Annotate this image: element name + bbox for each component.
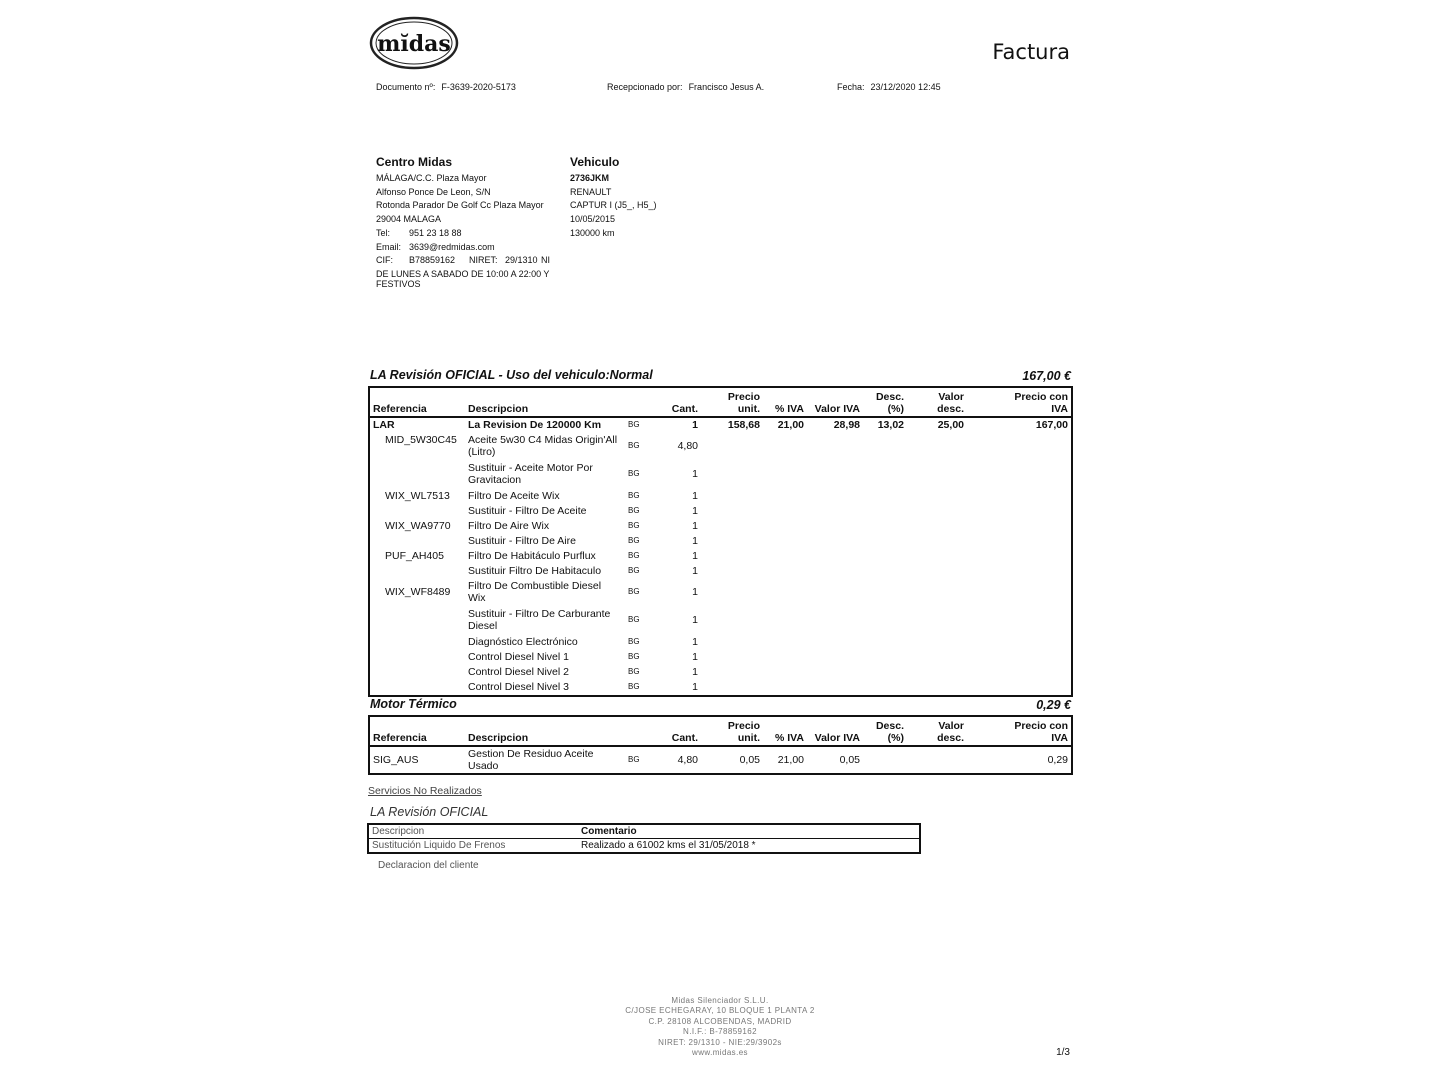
vehicle-info	[570, 154, 720, 241]
cell-ref: WIX_WL7513	[385, 489, 450, 502]
cell-desc: Sustituir Filtro De Habitaculo	[468, 564, 602, 577]
table-row	[369, 518, 1072, 533]
cell-ref	[369, 563, 465, 578]
cell-qty: 1	[692, 489, 698, 502]
cell-qty: 1	[692, 519, 698, 532]
center-phone: Tel: 951 23 18 88	[376, 227, 462, 238]
center-address-1: MÁLAGA/C.C. Plaza Mayor	[376, 173, 487, 183]
cell-desc: Control Diesel Nivel 1	[468, 650, 569, 663]
center-email: Email: 3639@redmidas.com	[376, 241, 495, 252]
not-done-section-title: LA Revisión OFICIAL	[370, 805, 489, 819]
cell-bg: BG	[628, 615, 640, 624]
section-revision-total: 167,00 €	[1022, 369, 1071, 383]
center-address-4: 29004 MALAGA	[376, 214, 442, 225]
vehicle-date: 10/05/2015	[570, 214, 616, 225]
cell-bg: BG	[628, 587, 640, 596]
vehicle-km: 130000 km	[570, 227, 615, 238]
cell-desc: Control Diesel Nivel 2	[468, 665, 569, 678]
company-footer: Midas Silenciador S.L.U. C/JOSE ECHEGARAY, 10 BLOQUE 1 PLANTA 2 C.P. 28108 ALCOBENDAS, MADRID N.I.F.: B-78859162 NIRET: 29/1310 - NIE:29/3902s www.midas.es	[625, 996, 815, 1058]
cell-ref: SIG_AUS	[373, 754, 419, 766]
cell-ref	[369, 649, 465, 664]
cell-qty: 1	[692, 564, 698, 577]
table-row	[369, 533, 1072, 548]
center-cif: CIF: B78859162 NIRET: 29/1310 NI	[376, 255, 550, 266]
col-valor-iva: Valor IVA	[807, 387, 863, 417]
cell-price: 158,68	[727, 419, 760, 431]
col-cantidad: Cant.	[665, 716, 701, 746]
cell-desc: Sustituir - Filtro De Aire	[468, 534, 576, 547]
cell-desc: Gestion De Residuo Aceite Usado	[468, 748, 594, 772]
col-precio-iva: Precio con IVA	[967, 387, 1072, 417]
table-row	[369, 746, 1072, 774]
cell-qty: 1	[692, 635, 698, 648]
document-title: Factura	[992, 40, 1070, 64]
cell-bg: BG	[628, 441, 640, 450]
table-row	[369, 563, 1072, 578]
table-row	[369, 548, 1072, 563]
cell-ref	[369, 606, 465, 634]
cell-ref	[369, 679, 465, 696]
cell-desc: Aceite 5w30 C4 Midas Origin'All (Litro)	[468, 434, 618, 458]
cell-desc: Sustitución Liquido De Frenos	[372, 840, 506, 851]
cell-qty: 1	[692, 681, 698, 693]
cell-qty: 1	[692, 468, 698, 480]
cell-ref	[369, 503, 465, 518]
cell-ref: WIX_WF8489	[385, 586, 451, 598]
table-row	[369, 417, 1072, 432]
cell-bg: BG	[628, 666, 640, 676]
section-motor-title: Motor Térmico	[370, 697, 457, 711]
table-row	[369, 432, 1072, 460]
cell-vat: 21,00	[777, 419, 804, 431]
cell-qty: 1	[692, 665, 698, 678]
cell-vat-value: 0,05	[839, 754, 860, 766]
cell-qty: 1	[692, 534, 698, 547]
revision-table	[368, 386, 1073, 697]
cell-bg: BG	[628, 490, 640, 500]
cell-bg: BG	[628, 565, 640, 575]
cell-bg: BG	[628, 520, 640, 530]
cell-desc: Sustituir - Filtro De Aceite	[468, 504, 587, 517]
col-descripcion: Descripcion	[368, 824, 578, 839]
cell-desc: Filtro De Aceite Wix	[468, 489, 560, 502]
cell-comment: Realizado a 61002 kms el 31/05/2018 *	[581, 840, 756, 851]
col-descripcion: Descripcion	[465, 387, 625, 417]
document-number: Documento nº: F-3639-2020-5173	[376, 82, 516, 92]
cell-bg: BG	[628, 755, 640, 764]
table-row	[368, 839, 920, 854]
cell-ref	[369, 664, 465, 679]
table-row	[369, 664, 1072, 679]
section-revision-title: LA Revisión OFICIAL - Uso del vehiculo:Normal	[370, 368, 653, 382]
cell-ref: LAR	[373, 419, 395, 431]
table-header	[369, 387, 1072, 417]
table-row	[369, 649, 1072, 664]
cell-qty: 1	[692, 549, 698, 562]
cell-ref: PUF_AH405	[385, 549, 444, 562]
center-info	[376, 154, 566, 290]
col-referencia: Referencia	[369, 716, 465, 746]
cell-price: 0,05	[739, 754, 760, 766]
cell-bg: BG	[628, 550, 640, 560]
col-referencia: Referencia	[369, 387, 465, 417]
cell-bg: BG	[628, 505, 640, 515]
cell-desc: Sustituir - Aceite Motor Por Gravitacion	[468, 462, 593, 486]
col-valor-desc: Valor desc.	[907, 716, 967, 746]
cell-bg: BG	[628, 469, 640, 478]
cell-qty: 4,80	[677, 754, 698, 766]
cell-vat-value: 28,98	[833, 419, 860, 431]
center-hours: DE LUNES A SABADO DE 10:00 A 22:00 Y FESTIVOS	[376, 268, 550, 290]
vehicle-brand: RENAULT	[570, 186, 612, 197]
center-title: Centro Midas	[376, 155, 453, 169]
cell-desc: Filtro De Aire Wix	[468, 519, 550, 532]
cell-desc: La Revision De 120000 Km	[468, 419, 602, 431]
client-declaration: Declaracion del cliente	[378, 860, 479, 871]
table-row	[369, 578, 1072, 606]
col-valor-iva: Valor IVA	[807, 716, 863, 746]
cell-desc: Filtro De Combustible Diesel Wix	[468, 580, 602, 604]
center-address-3: Rotonda Parador De Golf Cc Plaza Mayor	[376, 200, 544, 211]
table-row	[369, 606, 1072, 634]
cell-bg: BG	[628, 535, 640, 545]
col-cantidad: Cant.	[665, 387, 701, 417]
table-row	[369, 634, 1072, 649]
cell-disc: 13,02	[877, 419, 904, 431]
col-iva: % IVA	[763, 716, 807, 746]
motor-table	[368, 715, 1073, 775]
svg-text:mĭdas: mĭdas	[377, 31, 451, 57]
table-header	[369, 716, 1072, 746]
table-header	[368, 824, 920, 839]
cell-desc: Filtro De Habitáculo Purflux	[468, 549, 596, 562]
cell-qty: 1	[692, 586, 698, 598]
cell-bg: BG	[628, 636, 640, 646]
cell-desc: Diagnóstico Electrónico	[468, 635, 578, 648]
table-row	[369, 460, 1072, 488]
invoice-date: Fecha: 23/12/2020 12:45	[837, 82, 941, 92]
services-not-done-link[interactable]: Servicios No Realizados	[368, 785, 482, 797]
received-by: Recepcionado por: Francisco Jesus A.	[607, 82, 765, 92]
cell-qty: 4,80	[677, 440, 698, 452]
table-row	[369, 503, 1072, 518]
col-comentario: Comentario	[578, 824, 920, 839]
col-precio-unit: Precio unit.	[701, 716, 763, 746]
not-done-table	[367, 823, 921, 854]
cell-total: 0,29	[1047, 754, 1068, 766]
vehicle-model: CAPTUR I (J5_, H5_)	[570, 200, 657, 211]
cell-desc: Sustituir - Filtro De Carburante Diesel	[468, 608, 611, 632]
cell-qty: 1	[692, 419, 698, 431]
vehicle-plate: 2736JKM	[570, 173, 610, 183]
col-iva: % IVA	[763, 387, 807, 417]
page-number: 1/3	[1056, 1047, 1070, 1058]
midas-logo	[368, 14, 460, 72]
cell-bg: BG	[628, 682, 640, 691]
cell-ref	[369, 634, 465, 649]
col-precio-iva: Precio con IVA	[967, 716, 1072, 746]
cell-ref: MID_5W30C45	[385, 434, 457, 446]
cell-qty: 1	[692, 614, 698, 626]
col-precio-unit: Precio unit.	[701, 387, 763, 417]
col-descripcion: Descripcion	[465, 716, 625, 746]
col-valor-desc: Valor desc.	[907, 387, 967, 417]
section-motor-total: 0,29 €	[1036, 698, 1071, 712]
vehicle-title: Vehiculo	[570, 155, 620, 169]
cell-qty: 1	[692, 504, 698, 517]
cell-disc-value: 25,00	[937, 419, 964, 431]
cell-bg: BG	[628, 651, 640, 661]
cell-total: 167,00	[1035, 419, 1068, 431]
cell-vat: 21,00	[777, 754, 804, 766]
cell-ref	[369, 460, 465, 488]
col-desc-pct: Desc. (%)	[863, 387, 907, 417]
cell-ref: WIX_WA9770	[385, 519, 451, 532]
table-row	[369, 488, 1072, 503]
cell-qty: 1	[692, 650, 698, 663]
col-desc-pct: Desc. (%)	[863, 716, 907, 746]
center-address-2: Alfonso Ponce De Leon, S/N	[376, 186, 491, 197]
cell-bg: BG	[628, 420, 640, 429]
table-row	[369, 679, 1072, 696]
cell-ref	[369, 533, 465, 548]
cell-desc: Control Diesel Nivel 3	[468, 681, 569, 693]
